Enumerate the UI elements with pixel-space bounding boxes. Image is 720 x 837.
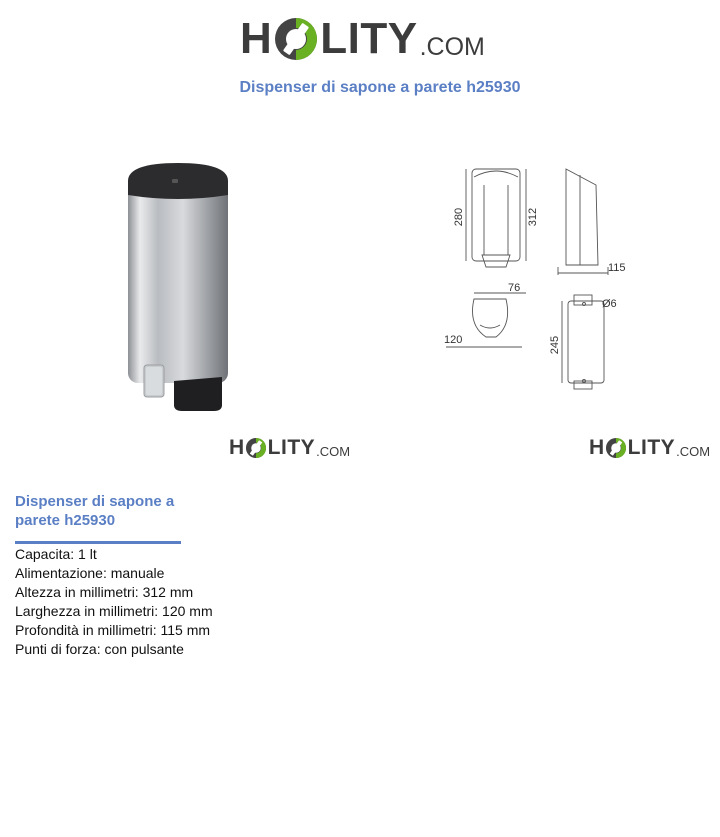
page-title: Dispenser di sapone a parete h25930 [239,79,521,96]
product-heading: Dispenser di sapone a parete h25930 [15,493,175,529]
dim-width: 120 [444,334,463,346]
technical-drawing [430,155,650,405]
brand-logo-small-left [229,436,350,460]
holity-o-logo-icon [605,437,627,459]
dim-hole-spacing: 245 [549,335,561,355]
brand-logo-small-right [589,436,710,460]
soap-dispenser-photo [118,155,238,420]
brand-logo-suffix: .COM [676,444,711,459]
brand-logo-lity: LITY [267,436,316,459]
brand-logo[interactable] [240,14,485,64]
dim-height-inner: 280 [453,207,465,227]
spec-item: Capacita: 1 lt [15,546,97,562]
holity-o-logo-icon [273,16,319,62]
dim-top-width: 76 [508,282,521,294]
spec-item: Alimentazione: manuale [15,565,165,581]
spec-item: Punti di forza: con pulsante [15,641,184,657]
brand-logo-lity: LITY [320,14,418,63]
brand-logo-h: H [229,436,245,459]
brand-logo-h: H [589,436,605,459]
side-view [558,169,608,275]
spec-item: Profondità in millimetri: 115 mm [15,622,211,638]
holity-o-logo-icon [245,437,267,459]
spec-list [15,545,213,659]
brand-logo-lity: LITY [627,436,676,459]
back-view [562,295,604,389]
front-view [466,169,526,267]
brand-logo-h: H [240,14,273,63]
dim-hole-diameter: Ø6 [602,298,617,310]
dim-height-total: 312 [527,207,539,227]
brand-logo-suffix: .COM [419,32,485,61]
heading-divider [15,541,181,544]
spec-item: Larghezza in millimetri: 120 mm [15,603,213,619]
dim-depth: 115 [608,262,626,274]
spec-item: Altezza in millimetri: 312 mm [15,584,194,600]
brand-logo-suffix: .COM [316,444,351,459]
